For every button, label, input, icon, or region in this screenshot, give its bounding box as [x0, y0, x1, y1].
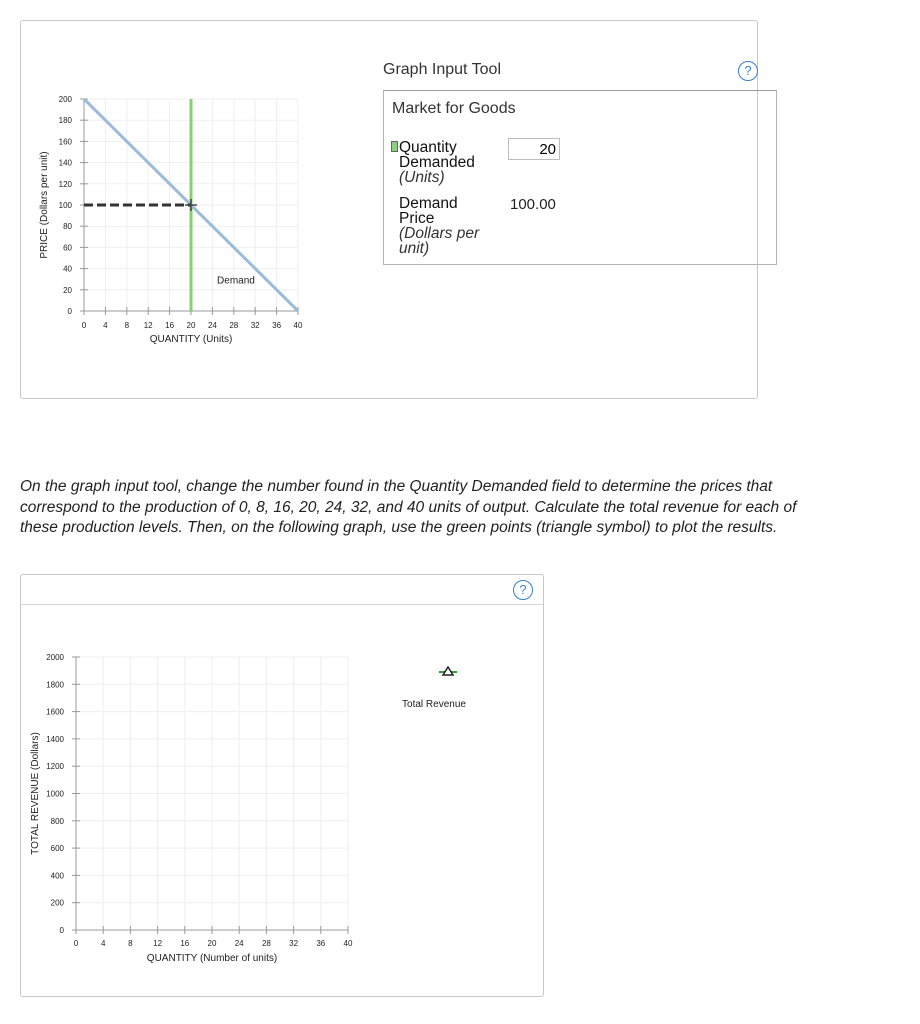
total-revenue-chart [21, 575, 543, 996]
y-tick-label: 0 [59, 926, 64, 935]
x-tick-label: 0 [73, 939, 79, 948]
total-revenue-triangle-tool[interactable] [439, 667, 457, 675]
y-tick-label: 140 [58, 158, 72, 168]
x-tick-label: 28 [229, 321, 239, 330]
x-tick-label: 16 [165, 321, 175, 330]
demand-price-value: 100.00 [510, 196, 556, 213]
x-tick-label: 4 [103, 321, 108, 330]
demand-curve-label: Demand [217, 275, 255, 287]
help-icon[interactable]: ? [738, 61, 758, 81]
graph-input-tool-title: Graph Input Tool [383, 61, 502, 78]
y-tick-label: 160 [58, 137, 72, 147]
demand-price-label [399, 196, 479, 256]
y-tick-label: 1800 [46, 680, 64, 690]
y-tick-label: 2000 [46, 653, 64, 662]
quantity-unit: (Units) [399, 169, 445, 186]
y-tick-label: 1400 [46, 734, 64, 744]
x-tick-label: 36 [272, 321, 282, 330]
y-tick-label: 800 [50, 816, 64, 826]
price-unit-line2: unit) [399, 240, 430, 257]
x-tick-label: 20 [207, 939, 217, 948]
y-tick-label: 200 [58, 95, 72, 104]
y-tick-label: 600 [50, 844, 64, 854]
x-axis-title: QUANTITY (Units) [149, 334, 233, 345]
input-box [383, 90, 777, 265]
x-tick-label: 36 [316, 939, 326, 948]
price-label-line2: Price [399, 210, 435, 227]
x-tick-label: 20 [186, 321, 196, 330]
graph-panel-total-revenue [20, 574, 544, 997]
y-tick-label: 1200 [46, 762, 64, 772]
market-title: Market for Goods [392, 100, 516, 117]
price-unit-line1: (Dollars per [399, 225, 480, 242]
x-axis-title: QUANTITY (Number of units) [146, 953, 278, 964]
x-tick-label: 8 [124, 321, 130, 330]
instructions-text: On the graph input tool, change the number found in the Quantity Demanded field to determine the prices that correspond to the production of 0, 8, 16, 20, 24, 32, and 40 units of output. Calculate the total revenue for each of these production levels. Then, on the following graph, use the green points (triangle symbol) to plot the results. [20, 478, 797, 536]
y-tick-label: 200 [50, 898, 64, 908]
y-tick-label: 120 [58, 179, 72, 189]
quantity-demanded-input[interactable] [508, 138, 560, 160]
y-tick-label: 100 [58, 201, 72, 210]
x-tick-label: 16 [180, 939, 190, 948]
legend-label: Total Revenue [402, 699, 466, 710]
quantity-label-line1: Quantity [399, 139, 457, 156]
x-tick-label: 12 [143, 321, 153, 330]
quantity-marker-icon [391, 141, 398, 152]
x-tick-label: 32 [289, 939, 299, 948]
x-tick-label: 40 [343, 939, 353, 948]
graph-panel-demand [20, 20, 758, 399]
y-tick-label: 400 [50, 871, 64, 881]
x-tick-label: 32 [250, 321, 260, 330]
x-tick-label: 12 [153, 939, 163, 948]
y-tick-label: 0 [67, 307, 72, 316]
y-axis-title: TOTAL REVENUE (Dollars) [30, 732, 41, 855]
y-tick-label: 40 [63, 264, 72, 274]
x-tick-label: 4 [100, 939, 106, 948]
x-tick-label: 8 [128, 939, 133, 948]
x-tick-label: 0 [81, 321, 87, 330]
price-label-line1: Demand [399, 195, 458, 212]
y-tick-label: 20 [63, 285, 72, 295]
x-tick-label: 24 [207, 321, 217, 330]
quantity-label-line2: Demanded [399, 154, 475, 171]
y-tick-label: 1000 [46, 789, 64, 799]
quantity-demanded-label [399, 140, 475, 185]
y-tick-label: 80 [63, 222, 72, 232]
x-tick-label: 28 [261, 939, 271, 948]
y-axis-title: PRICE (Dollars per unit) [39, 151, 50, 259]
help-icon[interactable]: ? [513, 580, 533, 600]
y-tick-label: 180 [58, 116, 72, 126]
x-tick-label: 40 [293, 321, 303, 330]
graph-input-tool [383, 51, 776, 265]
x-tick-label: 24 [234, 939, 244, 948]
y-tick-label: 60 [63, 243, 72, 253]
y-tick-label: 1600 [46, 707, 64, 717]
